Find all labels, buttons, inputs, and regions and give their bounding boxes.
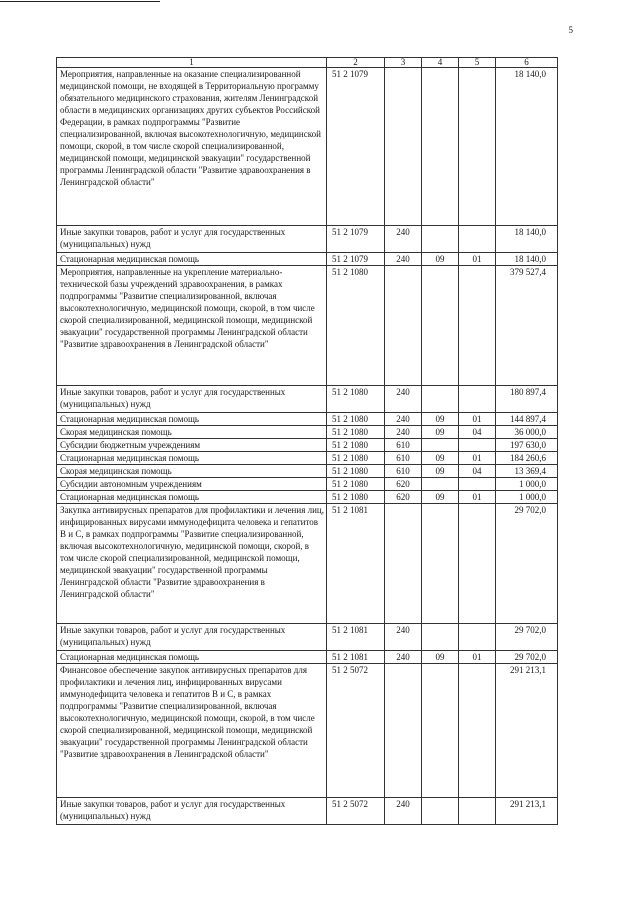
target-code: 51 2 1081: [327, 651, 385, 664]
subsection-code: 01: [459, 491, 496, 504]
header-cell: 4: [422, 58, 459, 68]
page-number: 5: [568, 25, 573, 35]
target-code: 51 2 1081: [327, 504, 385, 624]
subsection-code: [459, 798, 496, 825]
expense-type: 240: [385, 624, 422, 651]
row-description: Закупка антивирусных препаратов для профилактики и лечения лиц, инфицированных вирусами иммунодефицита человека и гепатитов B и C, в рамках подпрограммы "Развитие специализированной, включая высокотехнологичную, медицинской помощи, скорой, в том числе скорой специализированной, медицинской помощи, медицинской эвакуации" государственной программы Ленинградской области "Развитие здравоохранения в Ленинградской области": [57, 504, 327, 624]
subsection-code: [459, 624, 496, 651]
amount: 379 527,4: [496, 266, 558, 386]
table-row: [57, 504, 558, 624]
expense-type: 610: [385, 439, 422, 452]
subsection-code: [459, 68, 496, 226]
table-row: [57, 491, 558, 504]
table-row: [57, 798, 558, 825]
amount: 184 260,6: [496, 452, 558, 465]
section-code: 09: [422, 465, 459, 478]
section-code: 09: [422, 452, 459, 465]
table-row: [57, 68, 558, 226]
table-row: [57, 266, 558, 386]
subsection-code: 04: [459, 465, 496, 478]
amount: 197 630,0: [496, 439, 558, 452]
amount: 291 213,1: [496, 664, 558, 798]
target-code: 51 2 1079: [327, 253, 385, 266]
row-description: Мероприятия, направленные на укрепление материально-технической базы учреждений здравоохранения, в рамках подпрограммы "Развитие специализированной, включая высокотехнологичную, медицинской помощи, скорой, в том числе скорой специализированной, медицинской помощи, медицинской эвакуации" государственной программы Ленинградской области "Развитие здравоохранения в Ленинградской области": [57, 266, 327, 386]
expense-type: 620: [385, 478, 422, 491]
target-code: 51 2 1080: [327, 386, 385, 413]
amount: 13 369,4: [496, 465, 558, 478]
row-description: Иные закупки товаров, работ и услуг для государственных (муниципальных) нужд: [57, 798, 327, 825]
table-row: [57, 253, 558, 266]
amount: 18 140,0: [496, 226, 558, 253]
header-cell: 2: [327, 58, 385, 68]
row-description: Иные закупки товаров, работ и услуг для государственных (муниципальных) нужд: [57, 386, 327, 413]
table-row: [57, 651, 558, 664]
row-description: Иные закупки товаров, работ и услуг для государственных (муниципальных) нужд: [57, 226, 327, 253]
amount: 291 213,1: [496, 798, 558, 825]
subsection-code: [459, 386, 496, 413]
target-code: 51 2 5072: [327, 664, 385, 798]
table-row: [57, 465, 558, 478]
subsection-code: 01: [459, 253, 496, 266]
row-description: Субсидии автономным учреждениям: [57, 478, 327, 491]
section-code: [422, 226, 459, 253]
header-cell: 3: [385, 58, 422, 68]
section-code: [422, 266, 459, 386]
row-description: Скорая медицинская помощь: [57, 426, 327, 439]
amount: 29 702,0: [496, 651, 558, 664]
section-code: [422, 478, 459, 491]
table-row: [57, 478, 558, 491]
expense-type: 240: [385, 413, 422, 426]
target-code: 51 2 1080: [327, 266, 385, 386]
target-code: 51 2 1080: [327, 465, 385, 478]
expense-type: 240: [385, 651, 422, 664]
amount: 144 897,4: [496, 413, 558, 426]
subsection-code: 04: [459, 426, 496, 439]
expense-type: [385, 68, 422, 226]
row-description: Субсидии бюджетным учреждениям: [57, 439, 327, 452]
section-code: [422, 664, 459, 798]
amount: 18 140,0: [496, 68, 558, 226]
section-code: [422, 504, 459, 624]
amount: 29 702,0: [496, 504, 558, 624]
amount: 1 000,0: [496, 491, 558, 504]
row-description: Стационарная медицинская помощь: [57, 491, 327, 504]
section-code: [422, 439, 459, 452]
amount: 1 000,0: [496, 478, 558, 491]
row-description: Иные закупки товаров, работ и услуг для государственных (муниципальных) нужд: [57, 624, 327, 651]
row-description: Стационарная медицинская помощь: [57, 413, 327, 426]
table-row: [57, 386, 558, 413]
section-code: [422, 386, 459, 413]
section-code: 09: [422, 253, 459, 266]
expense-type: 240: [385, 798, 422, 825]
subsection-code: [459, 266, 496, 386]
header-cell: 5: [459, 58, 496, 68]
subsection-code: [459, 478, 496, 491]
row-description: Финансовое обеспечение закупок антивирусных препаратов для профилактики и лечения лиц, инфицированных вирусами иммунодефицита человека и гепатитов B и C, в рамках подпрограммы "Развитие специализированной, включая высокотехнологичную, медицинской помощи, скорой, в том числе скорой специализированной, медицинской помощи, медицинской эвакуации" государственной программы Ленинградской области "Развитие здравоохранения в Ленинградской области": [57, 664, 327, 798]
subsection-code: [459, 226, 496, 253]
subsection-code: 01: [459, 452, 496, 465]
header-cell: 6: [496, 58, 558, 68]
target-code: 51 2 1079: [327, 226, 385, 253]
expense-type: [385, 664, 422, 798]
target-code: 51 2 1080: [327, 426, 385, 439]
section-code: 09: [422, 491, 459, 504]
subsection-code: [459, 439, 496, 452]
section-code: [422, 624, 459, 651]
table-row: [57, 439, 558, 452]
row-description: Скорая медицинская помощь: [57, 465, 327, 478]
expense-type: 610: [385, 465, 422, 478]
target-code: 51 2 1079: [327, 68, 385, 226]
section-code: 09: [422, 426, 459, 439]
table-row: [57, 426, 558, 439]
amount: 18 140,0: [496, 253, 558, 266]
table-row: [57, 624, 558, 651]
expense-type: [385, 504, 422, 624]
section-code: [422, 68, 459, 226]
table-row: [57, 226, 558, 253]
expense-type: 620: [385, 491, 422, 504]
row-description: Мероприятия, направленные на оказание специализированной медицинской помощи, не входящей в Территориальную программу обязательного медицинского страхования, жителям Ленинградской области в медицинских организациях других субъектов Российской Федерации, в рамках подпрограммы "Развитие специализированной, включая высокотехнологичную, медицинской помощи, скорой, в том числе скорой специализированной, медицинской помощи, медицинской эвакуации" государственной программы Ленинградской области "Развитие здравоохранения в Ленинградской области": [57, 68, 327, 226]
header-row: [57, 58, 558, 68]
expense-type: 240: [385, 253, 422, 266]
section-code: 09: [422, 651, 459, 664]
expense-type: [385, 266, 422, 386]
expense-type: 240: [385, 426, 422, 439]
subsection-code: [459, 504, 496, 624]
expense-type: 240: [385, 226, 422, 253]
target-code: 51 2 1080: [327, 439, 385, 452]
target-code: 51 2 1080: [327, 452, 385, 465]
target-code: 51 2 1081: [327, 624, 385, 651]
section-code: [422, 798, 459, 825]
top-rule: [0, 1, 160, 2]
subsection-code: [459, 664, 496, 798]
row-description: Стационарная медицинская помощь: [57, 253, 327, 266]
target-code: 51 2 1080: [327, 413, 385, 426]
amount: 36 000,0: [496, 426, 558, 439]
target-code: 51 2 1080: [327, 491, 385, 504]
subsection-code: 01: [459, 651, 496, 664]
row-description: Стационарная медицинская помощь: [57, 651, 327, 664]
budget-table: [56, 57, 558, 825]
header-cell: 1: [57, 58, 327, 68]
table-row: [57, 413, 558, 426]
expense-type: 610: [385, 452, 422, 465]
amount: 180 897,4: [496, 386, 558, 413]
expense-type: 240: [385, 386, 422, 413]
table-row: [57, 664, 558, 798]
amount: 29 702,0: [496, 624, 558, 651]
target-code: 51 2 1080: [327, 478, 385, 491]
subsection-code: 01: [459, 413, 496, 426]
row-description: Стационарная медицинская помощь: [57, 452, 327, 465]
section-code: 09: [422, 413, 459, 426]
target-code: 51 2 5072: [327, 798, 385, 825]
table-row: [57, 452, 558, 465]
